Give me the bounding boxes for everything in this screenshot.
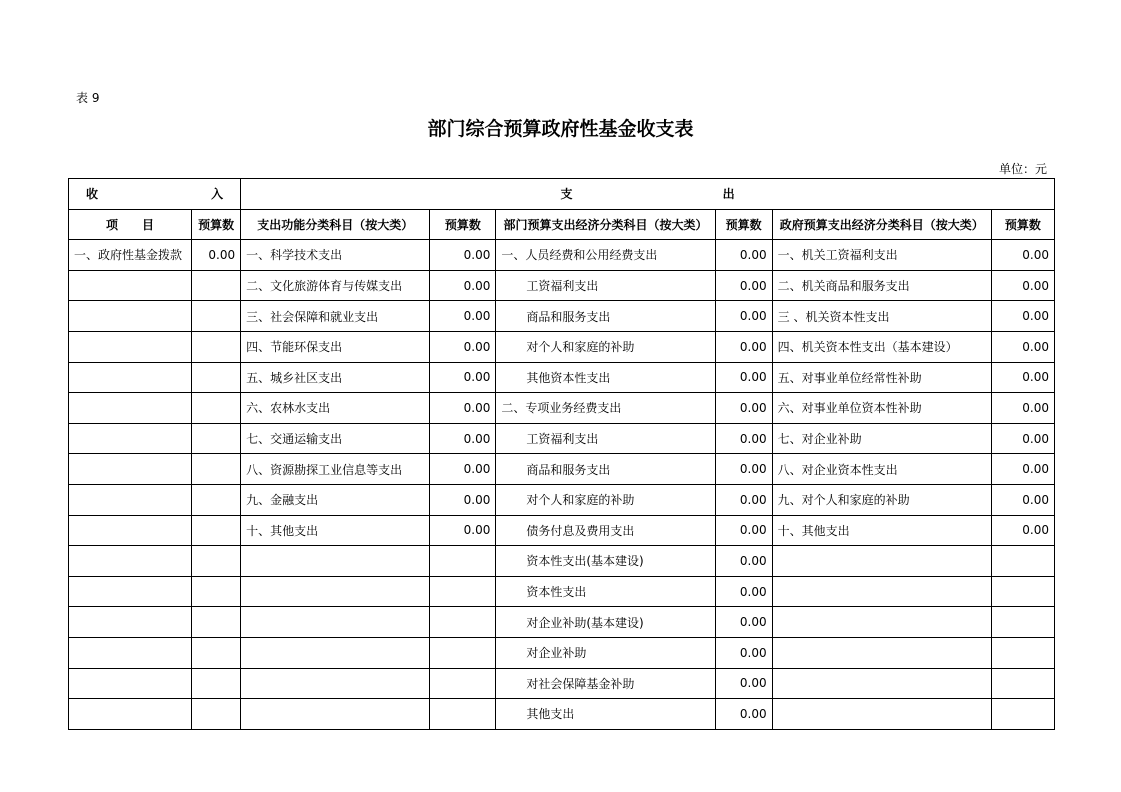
gov-amount-cell (991, 668, 1054, 699)
gov-amount-cell: 0.00 (991, 423, 1054, 454)
dept-item-cell: 商品和服务支出 (496, 301, 715, 332)
table-row (69, 699, 1055, 730)
functional-amount-cell: 0.00 (430, 393, 496, 424)
income-item-cell (69, 393, 192, 424)
table-row (69, 546, 1055, 577)
functional-item-cell: 一、科学技术支出 (241, 240, 430, 271)
gov-item-cell (772, 576, 991, 607)
dept-amount-cell: 0.00 (715, 515, 772, 546)
functional-amount-cell (430, 699, 496, 730)
gov-amount-cell: 0.00 (991, 240, 1054, 271)
gov-item-cell: 九、对个人和家庭的补助 (772, 484, 991, 515)
gov-amount-cell (991, 699, 1054, 730)
functional-amount-cell: 0.00 (430, 331, 496, 362)
gov-item-cell: 三 、机关资本性支出 (772, 301, 991, 332)
gov-item-cell: 四、机关资本性支出（基本建设） (772, 331, 991, 362)
income-amount-cell (192, 454, 241, 485)
table-row (69, 331, 1055, 362)
dept-amount-cell: 0.00 (715, 484, 772, 515)
functional-amount-cell: 0.00 (430, 240, 496, 271)
gov-item-cell: 十、其他支出 (772, 515, 991, 546)
income-item-cell (69, 576, 192, 607)
functional-amount-cell: 0.00 (430, 515, 496, 546)
functional-item-cell (241, 546, 430, 577)
dept-item-cell: 工资福利支出 (496, 270, 715, 301)
income-label-b: 入 (211, 187, 224, 202)
gov-item-cell: 七、对企业补助 (772, 423, 991, 454)
table-number: 表 9 (76, 91, 100, 105)
section-header-row (69, 179, 1055, 210)
col-header-amount-gov: 预算数 (991, 209, 1054, 240)
table-row (69, 240, 1055, 271)
dept-amount-cell: 0.00 (715, 393, 772, 424)
gov-amount-cell: 0.00 (991, 270, 1054, 301)
functional-item-cell (241, 576, 430, 607)
dept-item-cell: 对企业补助 (496, 637, 715, 668)
gov-amount-cell: 0.00 (991, 301, 1054, 332)
income-item-cell (69, 484, 192, 515)
gov-item-cell (772, 699, 991, 730)
income-item-cell (69, 668, 192, 699)
functional-amount-cell: 0.00 (430, 270, 496, 301)
functional-amount-cell: 0.00 (430, 484, 496, 515)
dept-item-cell: 一、人员经费和公用经费支出 (496, 240, 715, 271)
col-header-item: 项 目 (69, 209, 192, 240)
gov-amount-cell: 0.00 (991, 484, 1054, 515)
functional-item-cell: 三、社会保障和就业支出 (241, 301, 430, 332)
gov-item-cell: 六、对事业单位资本性补助 (772, 393, 991, 424)
dept-item-cell: 商品和服务支出 (496, 454, 715, 485)
dept-amount-cell: 0.00 (715, 668, 772, 699)
functional-item-cell: 十、其他支出 (241, 515, 430, 546)
dept-amount-cell: 0.00 (715, 637, 772, 668)
dept-amount-cell: 0.00 (715, 607, 772, 638)
income-amount-cell (192, 576, 241, 607)
column-header-row (69, 209, 1055, 240)
income-item-cell (69, 607, 192, 638)
col-header-dept-economic: 部门预算支出经济分类科目（按大类） (496, 209, 715, 240)
income-amount-cell (192, 699, 241, 730)
functional-item-cell (241, 637, 430, 668)
dept-amount-cell: 0.00 (715, 362, 772, 393)
income-amount-cell (192, 301, 241, 332)
dept-item-cell: 对个人和家庭的补助 (496, 484, 715, 515)
budget-table (68, 178, 1055, 730)
functional-item-cell: 二、文化旅游体育与传媒支出 (241, 270, 430, 301)
functional-amount-cell: 0.00 (430, 301, 496, 332)
table-row (69, 393, 1055, 424)
table-row (69, 270, 1055, 301)
table-row (69, 668, 1055, 699)
functional-item-cell (241, 668, 430, 699)
gov-item-cell (772, 637, 991, 668)
dept-amount-cell: 0.00 (715, 270, 772, 301)
income-label-a: 收 (86, 187, 99, 202)
functional-item-cell: 五、城乡社区支出 (241, 362, 430, 393)
gov-amount-cell: 0.00 (991, 393, 1054, 424)
functional-item-cell: 四、节能环保支出 (241, 331, 430, 362)
dept-item-cell: 二、专项业务经费支出 (496, 393, 715, 424)
dept-item-cell: 资本性支出(基本建设) (496, 546, 715, 577)
income-item-cell (69, 423, 192, 454)
dept-item-cell: 对企业补助(基本建设) (496, 607, 715, 638)
income-amount-cell (192, 331, 241, 362)
income-item-cell (69, 546, 192, 577)
dept-item-cell: 对社会保障基金补助 (496, 668, 715, 699)
gov-item-cell: 五、对事业单位经常性补助 (772, 362, 991, 393)
col-header-functional: 支出功能分类科目（按大类） (241, 209, 430, 240)
income-amount-cell (192, 515, 241, 546)
functional-amount-cell: 0.00 (430, 362, 496, 393)
functional-amount-cell: 0.00 (430, 423, 496, 454)
gov-amount-cell (991, 576, 1054, 607)
dept-item-cell: 工资福利支出 (496, 423, 715, 454)
income-amount-cell (192, 270, 241, 301)
dept-amount-cell: 0.00 (715, 423, 772, 454)
dept-item-cell: 资本性支出 (496, 576, 715, 607)
dept-amount-cell: 0.00 (715, 546, 772, 577)
gov-amount-cell: 0.00 (991, 515, 1054, 546)
table-row (69, 362, 1055, 393)
gov-item-cell (772, 668, 991, 699)
gov-item-cell (772, 546, 991, 577)
col-header-amount-dept: 预算数 (715, 209, 772, 240)
dept-item-cell: 其他支出 (496, 699, 715, 730)
table-row (69, 637, 1055, 668)
dept-amount-cell: 0.00 (715, 576, 772, 607)
functional-item-cell: 八、资源勘探工业信息等支出 (241, 454, 430, 485)
dept-amount-cell: 0.00 (715, 454, 772, 485)
income-item-cell (69, 270, 192, 301)
income-amount-cell (192, 607, 241, 638)
income-item-cell (69, 362, 192, 393)
income-amount-cell (192, 423, 241, 454)
functional-item-cell: 九、金融支出 (241, 484, 430, 515)
expense-label-b: 出 (722, 187, 735, 202)
table-row (69, 515, 1055, 546)
gov-amount-cell (991, 637, 1054, 668)
table-row (69, 454, 1055, 485)
table-row (69, 423, 1055, 454)
dept-item-cell: 债务付息及费用支出 (496, 515, 715, 546)
dept-amount-cell: 0.00 (715, 699, 772, 730)
table-row (69, 484, 1055, 515)
gov-item-cell: 八、对企业资本性支出 (772, 454, 991, 485)
functional-amount-cell (430, 668, 496, 699)
income-item-cell (69, 301, 192, 332)
gov-amount-cell (991, 607, 1054, 638)
col-header-gov-economic: 政府预算支出经济分类科目（按大类） (772, 209, 991, 240)
functional-amount-cell: 0.00 (430, 454, 496, 485)
income-amount-cell (192, 637, 241, 668)
page-title: 部门综合预算政府性基金收支表 (427, 118, 694, 140)
functional-amount-cell (430, 607, 496, 638)
income-item-cell (69, 637, 192, 668)
dept-item-cell: 其他资本性支出 (496, 362, 715, 393)
functional-amount-cell (430, 637, 496, 668)
functional-item-cell (241, 607, 430, 638)
functional-item-cell: 七、交通运输支出 (241, 423, 430, 454)
expense-label-a: 支 (560, 187, 573, 202)
dept-amount-cell: 0.00 (715, 331, 772, 362)
dept-amount-cell: 0.00 (715, 301, 772, 332)
dept-item-cell: 对个人和家庭的补助 (496, 331, 715, 362)
table-row (69, 576, 1055, 607)
income-item-cell (69, 454, 192, 485)
income-item-cell (69, 515, 192, 546)
income-section-header (69, 179, 241, 210)
income-amount-cell (192, 393, 241, 424)
functional-item-cell (241, 699, 430, 730)
functional-item-cell: 六、农林水支出 (241, 393, 430, 424)
expense-section-header (241, 179, 1055, 210)
income-amount-cell (192, 546, 241, 577)
table-row (69, 301, 1055, 332)
gov-item-cell: 一、机关工资福利支出 (772, 240, 991, 271)
functional-amount-cell (430, 576, 496, 607)
dept-amount-cell: 0.00 (715, 240, 772, 271)
income-item-cell (69, 699, 192, 730)
table-row (69, 607, 1055, 638)
unit-label: 单位：元 (998, 162, 1047, 176)
gov-amount-cell: 0.00 (991, 331, 1054, 362)
col-header-amount-income: 预算数 (192, 209, 241, 240)
col-header-amount-functional: 预算数 (430, 209, 496, 240)
gov-item-cell (772, 607, 991, 638)
income-amount-cell (192, 484, 241, 515)
income-item-cell (69, 331, 192, 362)
gov-amount-cell: 0.00 (991, 454, 1054, 485)
gov-amount-cell (991, 546, 1054, 577)
income-amount-cell: 0.00 (192, 240, 241, 271)
income-amount-cell (192, 362, 241, 393)
functional-amount-cell (430, 546, 496, 577)
gov-amount-cell: 0.00 (991, 362, 1054, 393)
gov-item-cell: 二、机关商品和服务支出 (772, 270, 991, 301)
income-amount-cell (192, 668, 241, 699)
income-item-cell: 一、政府性基金拨款 (69, 240, 192, 271)
